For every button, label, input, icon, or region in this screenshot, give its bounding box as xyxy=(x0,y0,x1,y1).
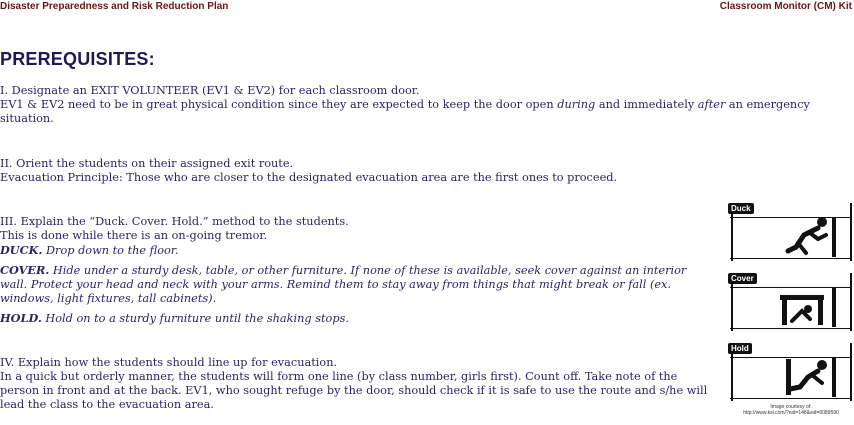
divider-line xyxy=(850,203,852,261)
section-4 xyxy=(0,356,712,412)
image-credit-url: http://www.ksl.com/?nid=148&sid=6089590 xyxy=(743,410,839,416)
section-3 xyxy=(0,215,712,326)
section-4-heading: IV. Explain how the students should line up for evacuation. xyxy=(0,356,338,369)
section-3-heading: III. Explain the “Duck. Cover. Hold.” method to the students. xyxy=(0,215,349,228)
duck-tag: Duck xyxy=(728,203,754,214)
header-left-title: Disaster Preparedness and Risk Reduction Plan xyxy=(0,1,229,12)
hold-figure-icon xyxy=(778,353,838,399)
duck-instruction: DUCK. Drop down to the floor. xyxy=(0,243,179,257)
header-right-title: Classroom Monitor (CM) Kit xyxy=(719,1,852,12)
cover-instruction: COVER. Hide under a sturdy desk, table, or other furniture. If none of these is available, seek cover against an interior wall. Protect your head and neck with your arms. Remind them to stay away from things that might break or fall (ex. windows, light fixtures, tall cabinets). xyxy=(0,263,687,305)
section-2-body: Evacuation Principle: Those who are closer to the designated evacuation area are the first ones to proceed. xyxy=(0,171,618,184)
section-1-heading: I. Designate an EXIT VOLUNTEER (EV1 & EV2) for each classroom door. xyxy=(0,84,420,97)
section-4-body: In a quick but orderly manner, the students will form one line (by class number, girls first). Count off. Take note of the person in front and at the back. EV1, who sought refuge by the door, should check if it is safe to use the route and s/he will lead the class to the evacuation area. xyxy=(0,370,708,411)
hold-tag: Hold xyxy=(728,343,752,354)
section-1-body: EV1 & EV2 need to be in great physical condition since they are expected to keep the door open during and immediately after an emergency situation. xyxy=(0,98,810,125)
cover-tag: Cover xyxy=(728,273,757,284)
hold-illustration xyxy=(728,343,854,403)
divider-line xyxy=(850,273,852,331)
hold-instruction: HOLD. Hold on to a sturdy furniture until the shaking stops. xyxy=(0,311,349,325)
duck-illustration xyxy=(728,203,854,263)
section-1 xyxy=(0,84,852,126)
section-2 xyxy=(0,157,852,185)
cover-figure-icon xyxy=(778,283,838,329)
image-credit-label: Image courtesy of: xyxy=(770,404,812,410)
page-title: PREREQUISITES: xyxy=(0,49,155,69)
section-3-intro: This is done while there is an on-going tremor. xyxy=(0,229,268,242)
duck-figure-icon xyxy=(778,213,838,259)
image-credit xyxy=(728,404,854,416)
section-2-heading: II. Orient the students on their assigned exit route. xyxy=(0,157,294,170)
cover-illustration xyxy=(728,273,854,333)
divider-line xyxy=(850,343,852,401)
